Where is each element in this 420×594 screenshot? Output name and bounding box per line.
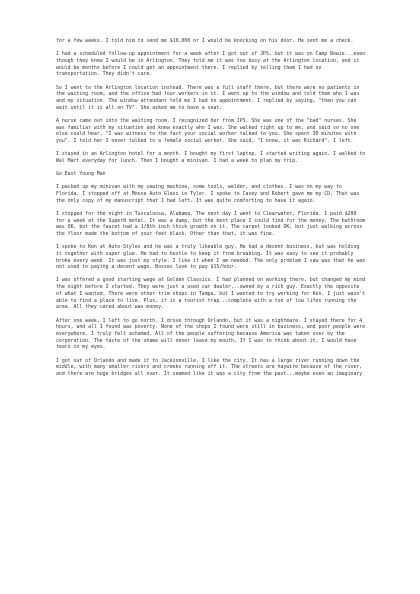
paragraph: I stopped for the night in Tuscaloosa, Alabama. The next day I went to Clearwater, Florida. I paid $200 for a week at the Super8 motel. It was a dump, but the best place I could find for the money. The bathroom was OK, but the faucet had a 1/8th inch thick growth on it. The carpet looked OK, but just walking across the floor made the bottom of your feet black. Other than that, it was fine.: [56, 210, 366, 237]
paragraph: I stayed in an Arlington hotel for a month. I bought my first laptop. I started writing again. I walked to Wal Mart everyday for lunch. Then I bought a minivan. I had a week to plan my trip.: [56, 151, 366, 164]
paragraph: I packed up my minivan with my sewing machine, some tools, welder, and clothes. I was on my way to Florida. I stopped off at Moose Auto Glass in Tyler. I spoke to Casey and Robert gave me my CD. That was the only copy of my manuscript that I had left. It was quite comforting to have it again.: [56, 184, 360, 204]
paragraph: I had a scheduled follow-up appointment for a week after I got out of JPS, but it was on Camp Bowie...even though they knew I would be in Arlington. They told me it was too busy at the Arlington location, and it would be months before I could get an appointment there. I replied by telling them I had no transportation. They didn't care.: [56, 51, 366, 78]
paragraph: After one week, I left to go north. I drove through Orlando, but it was a nightmare. I stayed there for 4 hours, and all I found was poverty. None of the shops I found were still in business, and poor people were everywhere. I truly felt ashamed. All of the people suffering because America was taken over by the corporation. The taste of the shame will never leave my mouth. If I was to think about it, I would have tears in my eyes.: [56, 317, 366, 351]
paragraph: I got out of Orlando and made it to Jacksonville. I like the city. It has a large river running down the middle, with many smaller rivers and creeks running off it. The streets are haywire because of the river, and there are huge bridges all over. It seemed like it was a city from the past...maybe even an imaginary: [56, 357, 363, 377]
paragraph: So I went to the Arlington location instead. There was a full staff there, but there were no patients in the waiting room, and the office had four workers in it. I went up to the window and told them who I was and my situation. The window attendant told me I had no appointment. I replied by saying, "then you can wait until it is all on TV". She asked me to have a seat.: [56, 84, 360, 111]
paragraph: I spoke to Ken at Auto-Styles and he was a truly likeable guy. He had a decent business, but was holding it together with super glue. He had to hustle to keep it from breaking. It was easy to see it probably broke every week. It was just my style. I like it when I am needed. The only problem I saw was that he was not used to paying a decent wage. Bosses love to pay $15/hour.: [56, 244, 366, 271]
paragraph: I was offered a good starting wage at Golden Classics. I had planned on working there, but changed my mind the night before I started. They were just a used car dealer...owned by a rich guy. Exactly the opposite of what I wanted. There were other trim shops in Tampa, but I wanted to try working for Ken. I just wasn't able to find a place to live. Plus, it is a tourist trap...complete with a ton of low lifes running the area. All they cared about was money.: [56, 277, 366, 311]
section-heading: Go East Young Man: [56, 171, 106, 178]
paragraph: for a few weeks. I told him to send me $10,000 or I would be knocking on his door. He sent me a check.: [56, 38, 354, 44]
document-body: [56, 38, 368, 384]
paragraph: A nurse came out into the waiting room. I recognized her from JPS. She was one of the "bad" nurses. She was familiar with my situation and knew exactly who I was. She walked right up to me, and said so no one else could hear, "I was witness to the fact your social worker talked to you. She spent 30 minutes with you". I told her I never talked to a female social worker. She said, "I know, it was Richard". I left.: [56, 117, 360, 144]
